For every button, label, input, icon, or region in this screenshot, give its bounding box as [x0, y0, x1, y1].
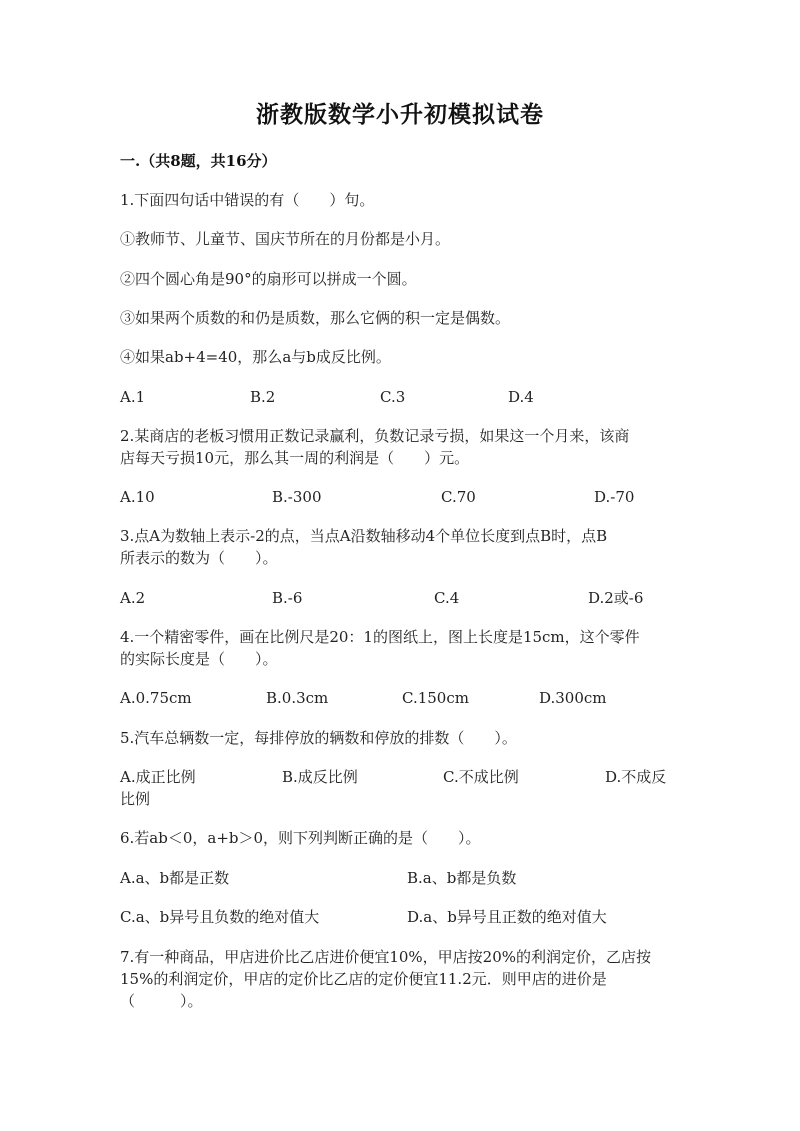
question-1-statement-4: ④如果ab+4=40，那么a与b成反比例。 [120, 348, 391, 366]
question-5-option-d: D.不成反 [605, 768, 667, 786]
question-1-option-d: D.4 [508, 388, 534, 406]
question-6-option-c: C.a、b异号且负数的绝对值大 [120, 908, 320, 926]
question-5-option-d-wrap: 比例 [120, 790, 151, 808]
question-5-option-a: A.成正比例 [120, 768, 196, 786]
question-5-stem: 5.汽车总辆数一定，每排停放的辆数和停放的排数（ ）。 [120, 729, 517, 747]
question-1-option-c: C.3 [380, 388, 406, 406]
question-1-statement-3: ③如果两个质数的和仍是质数，那么它俩的积一定是偶数。 [120, 309, 511, 327]
question-2-option-d: D.-70 [594, 488, 635, 506]
question-4-option-b: B.0.3cm [266, 689, 329, 707]
question-3-stem-line-1: 3.点A为数轴上表示-2的点，当点A沿数轴移动4个单位长度到点B时，点B [120, 527, 608, 545]
question-6-stem: 6.若ab＜0，a+b＞0，则下列判断正确的是（ ）。 [120, 829, 481, 847]
question-6-option-b: B.a、b都是负数 [407, 869, 517, 887]
question-5-option-c: C.不成比例 [443, 768, 519, 786]
question-1-option-a: A.1 [120, 388, 146, 406]
question-3-option-d: D.2或-6 [588, 589, 644, 607]
question-1-option-b: B.2 [250, 388, 276, 406]
question-5-option-b: B.成反比例 [282, 768, 358, 786]
question-4-stem-line-1: 4.一个精密零件，画在比例尺是20：1的图纸上，图上长度是15cm，这个零件 [120, 628, 640, 646]
question-6-option-d: D.a、b异号且正数的绝对值大 [407, 908, 607, 926]
question-4-option-d: D.300cm [539, 689, 607, 707]
question-1-stem: 1.下面四句话中错误的有（ ）句。 [120, 191, 375, 209]
question-2-option-c: C.70 [441, 488, 476, 506]
question-6-option-a: A.a、b都是正数 [120, 869, 230, 887]
section-heading: 一.（共8题，共16分） [120, 152, 277, 170]
question-3-option-a: A.2 [120, 589, 146, 607]
question-2-stem-line-1: 2.某商店的老板习惯用正数记录赢利，负数记录亏损，如果这一个月来，该商 [120, 427, 630, 445]
question-3-option-b: B.-6 [272, 589, 303, 607]
question-7-stem-line-2: 15%的利润定价，甲店的定价比乙店的定价便宜11.2元．则甲店的进价是 [120, 970, 607, 988]
question-1-statement-2: ②四个圆心角是90°的扇形可以拼成一个圆。 [120, 270, 417, 288]
question-7-stem-line-1: 7.有一种商品，甲店进价比乙店进价便宜10%，甲店按20%的利润定价，乙店按 [120, 948, 651, 966]
question-4-stem-line-2: 的实际长度是（ ）。 [120, 650, 278, 668]
question-2-option-b: B.-300 [272, 488, 322, 506]
question-7-stem-line-3: （ ）。 [120, 992, 203, 1010]
question-4-option-a: A.0.75cm [120, 689, 192, 707]
question-1-statement-1: ①教师节、儿童节、国庆节所在的月份都是小月。 [120, 230, 451, 248]
question-2-stem-line-2: 店每天亏损10元，那么其一周的利润是（ ）元。 [120, 449, 470, 467]
question-2-option-a: A.10 [120, 488, 155, 506]
question-3-stem-line-2: 所表示的数为（ ）。 [120, 549, 278, 567]
exam-title: 浙教版数学小升初模拟试卷 [256, 101, 544, 128]
question-3-option-c: C.4 [434, 589, 460, 607]
question-4-option-c: C.150cm [402, 689, 469, 707]
